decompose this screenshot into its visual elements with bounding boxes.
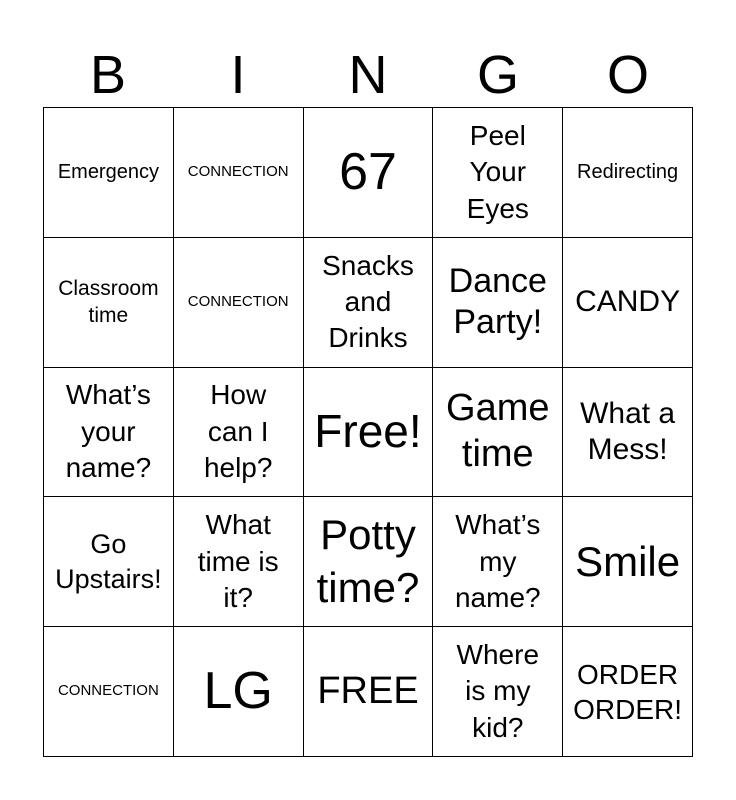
bingo-cell[interactable]	[174, 627, 304, 757]
bingo-cell[interactable]	[563, 497, 693, 627]
cell-text: How can I help?	[203, 379, 273, 484]
bingo-cell[interactable]	[44, 497, 174, 627]
bingo-cell[interactable]	[563, 627, 693, 757]
bingo-cell[interactable]	[44, 238, 174, 368]
header-letter-g: G	[476, 45, 519, 105]
bingo-cell[interactable]	[304, 368, 434, 498]
cell-text: CONNECTION	[187, 292, 289, 310]
cell-text: CONNECTION	[57, 682, 159, 700]
bingo-cell[interactable]	[174, 368, 304, 498]
cell-text: What’s your name?	[65, 379, 152, 484]
cell-text: What time is it?	[197, 509, 279, 613]
bingo-header	[43, 42, 693, 108]
bingo-cell[interactable]	[174, 108, 304, 238]
bingo-cell[interactable]	[563, 108, 693, 238]
bingo-cell[interactable]	[304, 108, 434, 238]
bingo-cell[interactable]	[44, 108, 174, 238]
cell-text: Game time	[446, 387, 550, 475]
header-letter-o: O	[606, 45, 649, 105]
cell-text: Redirecting	[577, 160, 679, 183]
header-letter-n: N	[348, 45, 388, 105]
bingo-cell[interactable]	[44, 627, 174, 757]
bingo-cell[interactable]	[304, 497, 434, 627]
cell-text: FREE	[317, 669, 419, 712]
header-letter-b: B	[89, 45, 127, 105]
cell-text: What’s my name?	[454, 509, 541, 613]
bingo-cell[interactable]	[304, 627, 434, 757]
bingo-cell[interactable]	[433, 238, 563, 368]
bingo-cell[interactable]	[304, 238, 434, 368]
bingo-cell[interactable]	[174, 497, 304, 627]
cell-text: Smile	[575, 537, 681, 585]
cell-text: Free!	[314, 405, 422, 458]
bingo-cell[interactable]	[563, 238, 693, 368]
cell-text: Where is my kid?	[456, 639, 540, 743]
cell-text: ORDER ORDER!	[573, 658, 683, 725]
cell-text: Potty time?	[316, 511, 420, 611]
cell-text: CANDY	[575, 285, 681, 319]
cell-text: Emergency	[57, 160, 159, 183]
cell-text: What a Mess!	[580, 396, 676, 466]
bingo-cell[interactable]	[563, 368, 693, 498]
header-letter-i: I	[230, 45, 246, 105]
bingo-cell[interactable]	[433, 108, 563, 238]
cell-text: 67	[339, 143, 397, 202]
cell-text: CONNECTION	[187, 163, 289, 181]
cell-text: Peel Your Eyes	[466, 119, 529, 224]
cell-text: Dance Party!	[448, 262, 547, 342]
bingo-cell[interactable]	[44, 368, 174, 498]
bingo-board	[43, 107, 693, 757]
cell-text: Snacks and Drinks	[322, 249, 414, 354]
bingo-cell[interactable]	[433, 368, 563, 498]
cell-text: Classroom time	[58, 276, 159, 328]
bingo-cell[interactable]	[174, 238, 304, 368]
cell-text: LG	[203, 662, 273, 721]
bingo-cell[interactable]	[433, 627, 563, 757]
bingo-cell[interactable]	[433, 497, 563, 627]
cell-text: Go Upstairs!	[55, 528, 162, 594]
